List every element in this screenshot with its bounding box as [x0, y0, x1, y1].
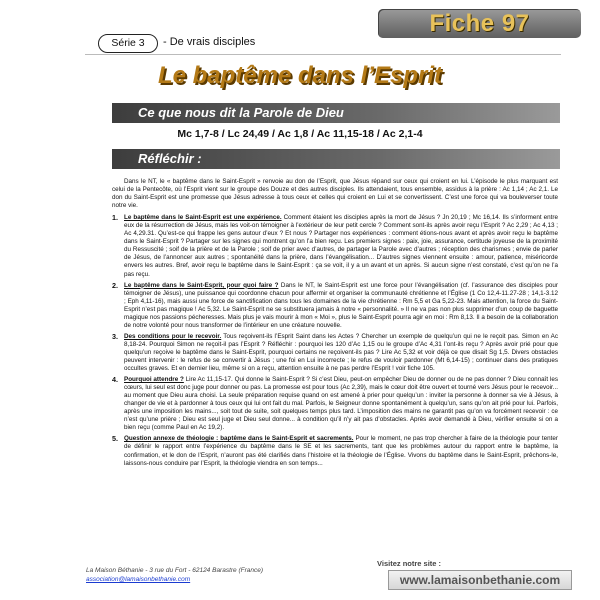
- list-item: [112, 435, 558, 467]
- item-text: Dans le NT, le Saint-Esprit est une force pour l’évangélisation (cf. l’assurance des disciples pour témoigner de Jésus), une puissance qui coordonne chacun pour affermir et organiser la communauté chrétienne et l’Église (1 Co 12,4-11.27-28 ; 14,1-3.12 ; Eph 4,11-16), mais aussi une force de sanctification dans tous les domaines de la vie chrétienne : Rm 5,5 et Ga 5,22-23. Mais attention, la force du Saint-Esprit n’est pas magique ! Ac 5,32. Le Saint-Esprit ne se substituera jamais à notre « personnalité. » Il ne va pas non plus supprimer d’un coup de baguette magique nos passions pécheresses. Mais plus je vais mourir à mon « Moi », plus le Saint-Esprit pourra agir en moi : Rm 8,13. Il a besoin de la collaboration de notre volonté pour nous transformer de l’intérieur en une créature nouvelle.: [124, 281, 558, 329]
- visit-label: Visitez notre site :: [377, 559, 442, 568]
- item-number: 1.: [112, 213, 118, 223]
- intro-paragraph: Dans le NT, le « baptême dans le Saint-Esprit » renvoie au don de l’Esprit, que Jésus répand sur ceux qui croient en lui. L’épisode le plus marquant est celui de la Pentecôte, où l’Esprit vient sur le groupe des Douze et des autres disciples. Ils attendaient, tous ensemble, assidus à la prière : Ac 1,14 ; Ac 2,1. Le don du Saint-Esprit est une promesse que Jésus adresse à tous ceux et celles qui croient en Lui et se convertissent. C’est une force qui va bouleverser toute notre vie.: [112, 178, 558, 210]
- serie-label: Série 3: [98, 34, 158, 53]
- item-heading: Pourquoi attendre ?: [124, 376, 184, 384]
- footer-address: La Maison Béthanie - 3 rue du Fort - 62124 Barastre (France): [86, 567, 264, 574]
- bible-references: Mc 1,7-8 / Lc 24,49 / Ac 1,8 / Ac 11,15-18 / Ac 2,1-4: [177, 128, 423, 140]
- section-banner-reflechir: Réfléchir :: [112, 149, 560, 169]
- item-heading: Question annexe de théologie : baptême dans le Saint-Esprit et sacrements.: [124, 435, 354, 443]
- item-number: 3.: [112, 331, 118, 341]
- footer-email-link[interactable]: association@lamaisonbethanie.com: [86, 576, 191, 583]
- item-text: Lire Ac 11,15-17. Qui donne le Saint-Esprit ? Si c’est Dieu, peut-on empêcher Dieu de donner ou de ne pas donner ? Dieu connaît les cœurs, lui seul est donc juge pour donner ou pas. La promesse est pour tous (Ac 2,39), mais le cœur doit être ouvert et tourné vers Jésus pour le recevoir... au moment que Dieu aura choisi. La seule préparation requise quand on est amené à prier pour quelqu’un : inviter la personne à donner sa vie à Jésus, à changer de vie et à pardonner à tous ceux qui lui ont fait du mal. Parfois, le Seigneur donne spontanément à quelqu’un, sans qu’on ait prié pour lui. Parfois, après une imposition les mains..., soit tout de suite, soit quelques temps plus tard. L’imposition des mains ne garantit pas qu’on va forcément recevoir : ce n’est qu’une prière ; Dieu est seul juge et Dieu seul donne... à condition qu’il n’y ait pas d’obstacles. Après avoir demandé à Dieu, vérifier ensuite si on a bien reçu (comme Paul en Ac 19,2).: [124, 376, 558, 432]
- list-item: [112, 376, 558, 432]
- section-banner-parole: Ce que nous dit la Parole de Dieu: [112, 103, 560, 123]
- list-item: [112, 333, 558, 373]
- header-divider: [85, 54, 561, 55]
- item-text: Pour le moment, ne pas trop chercher à faire de la théologie pour tenter de définir le rapport entre l’expérience du baptême dans le SE et les sacrements, tant que les problèmes autour du rapport entre le baptême, la confirmation, et le don de l’Esprit, n’auront pas été clarifiés dans l’histoire et la théologie de l’Église. Vivons du baptême dans le Saint-Esprit, prêchons-le, laissons-nous conduire par l’Esprit, la théologie viendra en son temps...: [124, 435, 558, 467]
- item-text: Tous reçoivent-ils l’Esprit Saint dans les Actes ? Chercher un exemple de quelqu’un qui ne le reçoit pas. Simon en Ac 8,18-24. Pourquoi Simon ne reçoit-il pas l’Esprit ? Réfléchir : pourquoi les 120 d’Ac 1,15 ou le groupe d’Ac 4,31 l’ont-ils reçu ? Après avoir prié pour que quelqu’un reçoive le baptême dans le Saint-Esprit, pourquoi certains ne reçoivent-ils pas ? Lire Ac 5,32 et voir déjà ce que disait Sg 1,5. Divers obstacles peuvent intervenir : le refus de se convertir à Jésus ; une foi en Lui incorrecte ; le refus de vouloir pardonner (Mt 6,14-15) ; continuer dans des pratiques occultes graves. Et en dernier lieu, même si on a reçu, attention ensuite à ne pas perdre l’Esprit ! voir fiche 105.: [124, 332, 558, 373]
- list-item: [112, 282, 558, 330]
- item-heading: Le baptême dans le Saint-Esprit, pour quoi faire ?: [124, 281, 279, 289]
- item-number: 2.: [112, 280, 118, 290]
- footer-address-block: [86, 566, 263, 584]
- item-heading: Des conditions pour le recevoir.: [124, 332, 222, 340]
- item-number: 5.: [112, 434, 118, 444]
- body-text: [112, 178, 558, 471]
- fiche-number-badge: [378, 9, 581, 38]
- item-text: Comment étaient les disciples après la mort de Jésus ? Jn 20,19 ; Mc 16,14. Ils s’informent entre eux de la résurrection de Jésus, mais les voit-on témoigner à l’extérieur de leur petit cercle ? Comment sont-ils après avoir reçu l’Esprit ? Ac 2,29 ; Ac 4,13 ; Ac 4,29.31. Qu’est-ce qui frappe les gens autour d’eux ? Et nous ? Partager nos expériences : comment étions-nous avant et après avoir reçu le baptême dans le Saint-Esprit ? Partager sur les signes qui montrent qu’on l’a bien reçu. Les premiers signes : paix, joie, assurance, certitude joyeuse de la proximité du Ressuscité ; soif de la prière et de la Parole ; soif de prier avec d’autres, de partager la Parole avec d’autres ; réception des charismes ; envie de parler de Jésus, de l’annoncer aux autres ; spontanéité dans la prière, dans l’évangélisation... D’autres signes viennent ensuite : amour, patience, miséricorde envers les autres. Bref, avoir reçu le baptême dans le Saint-Esprit : ça se voit, il y a un avant et un après. Si aucun signe n’est constaté, c’est qu’on ne l’a pas reçu.: [124, 214, 558, 278]
- list-item: [112, 214, 558, 278]
- item-number: 4.: [112, 375, 118, 385]
- serie-title: - De vrais disciples: [163, 36, 256, 48]
- item-heading: Le baptême dans le Saint-Esprit est une expérience.: [124, 214, 282, 222]
- fiche-number: Fiche 97: [429, 10, 530, 37]
- page-title: Le baptême dans l’Esprit: [157, 62, 443, 89]
- website-link[interactable]: www.lamaisonbethanie.com: [388, 570, 572, 590]
